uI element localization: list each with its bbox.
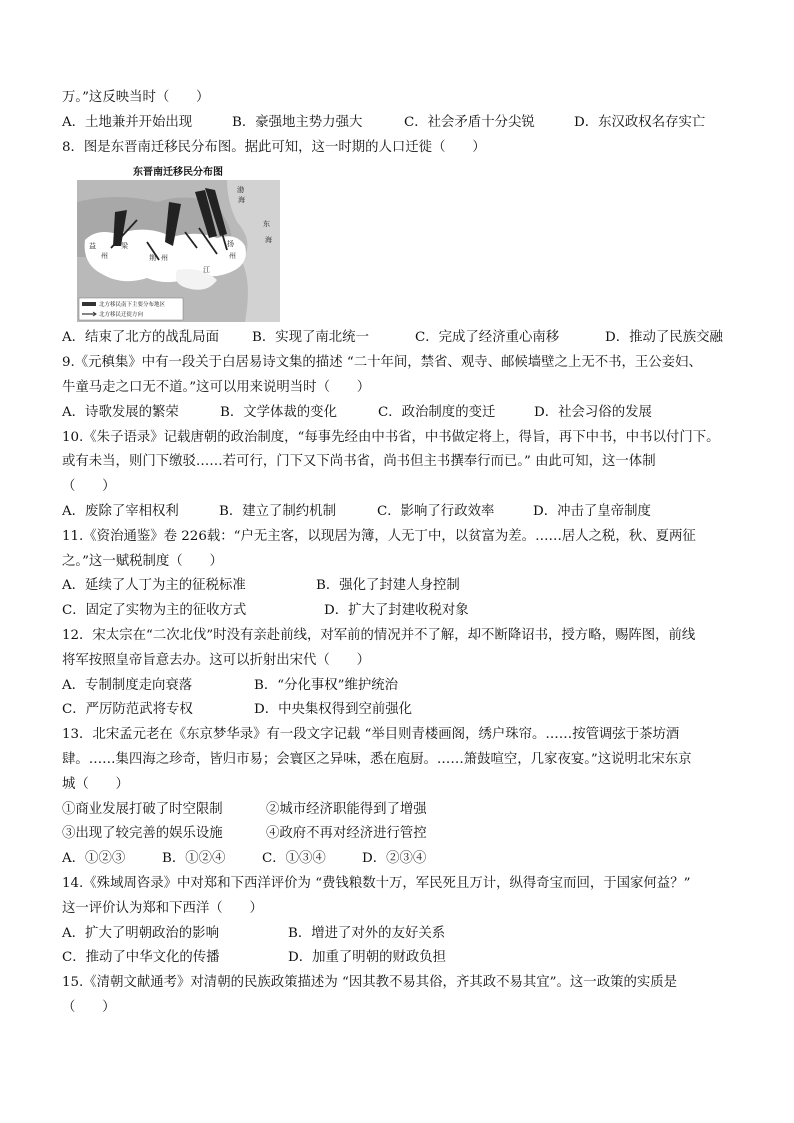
q14-options-row2: [62, 946, 752, 971]
map-label-jiang: 江: [203, 266, 210, 275]
q14-options-row1: [62, 922, 752, 947]
q8-stem: 8．图是东晋南迁移民分布图。据此可知，这一时期的人口迁徙（ ）: [62, 139, 486, 155]
q14-option-b[interactable]: B．增进了对外的友好关系: [288, 925, 446, 941]
q9-stem-line2: 牛童马走之口无不道。”这可以用来说明当时（ ）: [62, 379, 371, 395]
q8-option-c[interactable]: C．完成了经济重心南移: [415, 330, 560, 346]
map-label-yang: 扬: [227, 240, 234, 249]
q10-option-a[interactable]: A．废除了宰相权利: [62, 503, 179, 519]
q13-options: [62, 847, 752, 872]
q13-item-3: ③出现了较完善的娱乐设施: [62, 826, 223, 842]
q13-option-a[interactable]: A．①②③: [62, 851, 126, 867]
q14-stem-line2: 这一评价认为郑和下西洋（ ）: [62, 900, 263, 916]
map-label-zhou2: 州: [161, 254, 168, 263]
q7-option-d[interactable]: D．东汉政权名存实亡: [574, 114, 706, 130]
q9-option-a[interactable]: A．诗歌发展的繁荣: [62, 404, 179, 420]
map-label-zhou1: 州: [101, 252, 108, 261]
q10-stem-line1: 10.《朱子语录》记载唐朝的政治制度，“每事先经由中书省，中书做定将上，得旨，再下中书，中书以付门下。: [62, 429, 720, 445]
q13-option-b[interactable]: B．①②④: [162, 851, 226, 867]
q14-stem-line1: 14.《殊域周咨录》中对郑和下西洋评价为 “费钱粮数十万，军民死且万计，纵得奇宝而回，于国家何益？”: [62, 875, 691, 891]
q11-stem-line2: 之。”这一赋税制度（ ）: [62, 553, 223, 569]
q13-items-row1: [62, 798, 752, 823]
map-figure: [77, 162, 280, 322]
q9-option-b[interactable]: B．文学体裁的变化: [220, 404, 337, 420]
q12-option-a[interactable]: A．专制制度走向衰落: [62, 677, 193, 693]
map-label-hai: 海: [238, 196, 245, 205]
q7-options: [62, 111, 752, 136]
q13-stem-line1: 13．北宋孟元老在《东京梦华录》有一段文字记载 “举目则青楼画阁，绣户珠帘。……按管调弦于茶坊酒: [62, 727, 680, 743]
map-label-yi: 益: [89, 242, 96, 251]
q7-option-b[interactable]: B．豪强地主势力强大: [232, 114, 363, 130]
q13-option-c[interactable]: C．①③④: [262, 851, 326, 867]
map-label-zhou3: 州: [229, 252, 236, 261]
q10-stem-line3: （ ）: [62, 479, 116, 495]
map-label-dong: 东: [263, 220, 270, 229]
q10-options: [62, 500, 752, 525]
q11-options-row2: [62, 599, 752, 624]
q9-option-c[interactable]: C．政治制度的变迁: [378, 404, 496, 420]
q10-option-c[interactable]: C．影响了行政效率: [377, 503, 495, 519]
q10-option-b[interactable]: B．建立了制约机制: [219, 503, 336, 519]
map-label-hai2: 海: [265, 236, 272, 245]
q14-option-c[interactable]: C．推动了中华文化的传播: [62, 950, 220, 966]
legend-direction: 北方移民迁徙方向: [99, 312, 144, 319]
q9-options: [62, 401, 752, 426]
q13-option-d[interactable]: D．②③④: [362, 851, 427, 867]
q11-options-row1: [62, 574, 752, 599]
q12-options-row2: [62, 698, 752, 723]
q8-option-b[interactable]: B．实现了南北统一: [252, 330, 369, 346]
q14-option-a[interactable]: A．扩大了明朝政治的影响: [62, 925, 219, 941]
q11-option-c[interactable]: C．固定了实物为主的征收方式: [62, 603, 247, 619]
q9-option-d[interactable]: D．社会习俗的发展: [534, 404, 652, 420]
q12-options-row1: [62, 674, 752, 699]
q13-item-1: ①商业发展打破了时空限制: [62, 801, 223, 817]
q15-stem-line1: 15.《清朝文献通考》对清朝的民族政策描述为 “因其教不易其俗，齐其政不易其宜”。这一政策的实质是: [62, 975, 678, 991]
q11-option-d[interactable]: D．扩大了封建收税对象: [324, 603, 469, 619]
q7-option-c[interactable]: C．社会矛盾十分尖锐: [404, 114, 535, 130]
q11-stem-line1: 11.《资治通鉴》卷 226载：“户无主客，以现居为簿，人无丁中，以贫富为差。……居人之税，秋、夏两征: [62, 528, 696, 544]
q13-stem-line2: 肆。……集四海之珍奇，皆归市易；会寰区之异味，悉在庖厨。……箫鼓喧空，几家夜宴。”这说明北宋东京: [62, 751, 692, 767]
map-label-bo: 渤: [237, 186, 244, 195]
q14-option-d[interactable]: D．加重了明朝的财政负担: [288, 950, 447, 966]
q10-option-d[interactable]: D．冲击了皇帝制度: [533, 503, 651, 519]
q11-option-a[interactable]: A．延续了人丁为主的征税标准: [62, 578, 246, 594]
q13-stem-line3: 城（ ）: [62, 776, 129, 792]
map-label-liang: 梁: [121, 242, 128, 251]
legend-distribution: 北方移民南下主要分布地区: [99, 302, 166, 309]
migration-map: [77, 162, 280, 322]
q11-option-b[interactable]: B．强化了封建人身控制: [316, 578, 460, 594]
q8-option-a[interactable]: A．结束了北方的战乱局面: [62, 330, 219, 346]
q12-option-c[interactable]: C．严厉防范武将专权: [62, 702, 193, 718]
exam-page: [62, 86, 752, 1021]
q8-options: [62, 326, 752, 351]
q12-option-b[interactable]: B．“分化事权”维护统治: [254, 677, 399, 693]
q12-option-d[interactable]: D．中央集权得到空前强化: [254, 702, 413, 718]
q13-item-4: ④政府不再对经济进行管控: [266, 826, 427, 842]
q7-option-a[interactable]: A．土地兼并开始出现: [62, 114, 193, 130]
q12-stem-line1: 12．宋太宗在“二次北伐”时没有亲赴前线，对军前的情况并不了解，却不断降诏书，授方略，赐阵图，前线: [62, 627, 696, 643]
map-title: 东晋南迁移民分布图: [133, 167, 223, 179]
q7-stem-tail: 万。”这反映当时（ ）: [62, 90, 210, 105]
q13-item-2: ②城市经济职能得到了增强: [266, 801, 427, 817]
q12-stem-line2: 将军按照皇帝旨意去办。这可以折射出宋代（ ）: [62, 652, 370, 668]
q9-stem-line1: 9.《元稹集》中有一段关于白居易诗文集的描述 “二十年间，禁省、观寺、邮候墙壁之上无不书，王公妾妇、: [62, 355, 702, 371]
map-label-jing: 荆: [149, 254, 156, 263]
q13-items-row2: [62, 822, 752, 847]
q10-stem-line2: 或有未当，则门下缴驳……若可行，门下又下尚书省，尚书但主书撰奉行而已。” 由此可知，这一体制: [62, 454, 656, 470]
q15-stem-line2: （ ）: [62, 999, 116, 1015]
q8-option-d[interactable]: D．推动了民族交融: [605, 330, 723, 346]
